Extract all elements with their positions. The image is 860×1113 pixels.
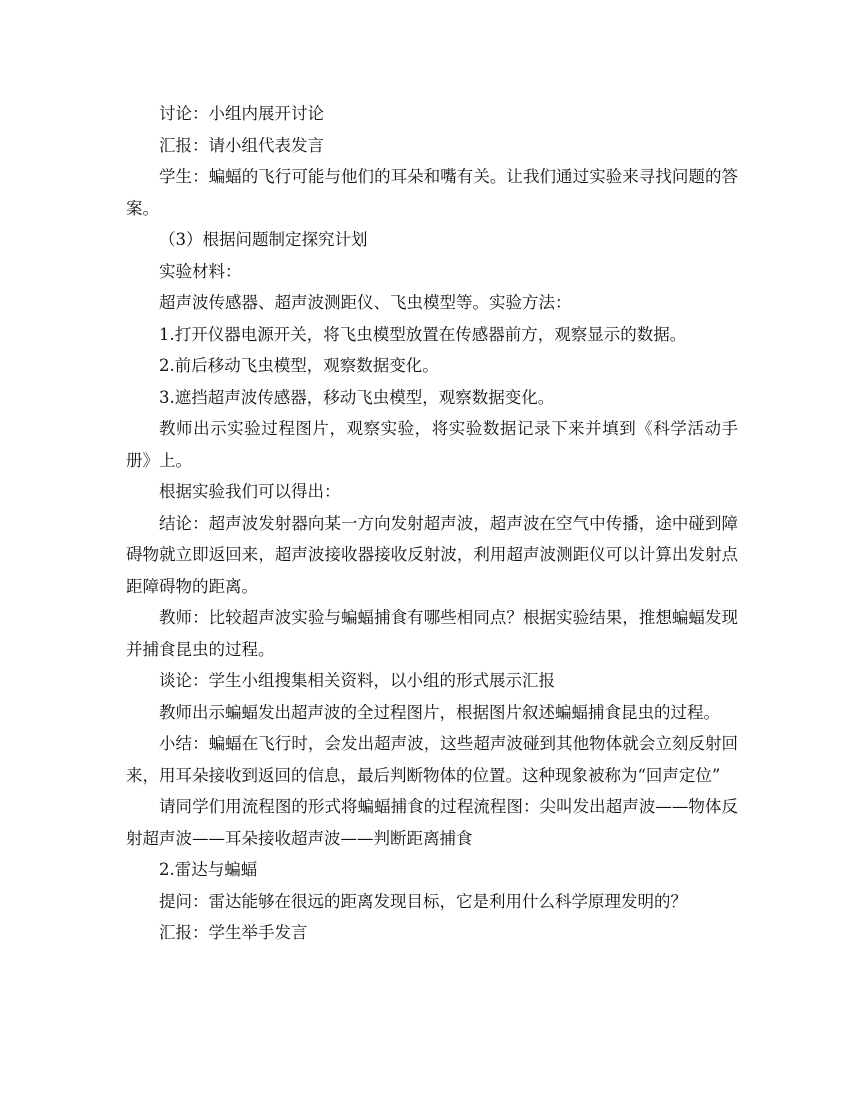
paragraph-discussion: 讨论：小组内展开讨论 [159,104,324,123]
paragraph-method-1: 1.打开仪器电源开关，将飞虫模型放置在传感器前方，观察显示的数据。 [159,324,687,344]
document-body [126,98,738,949]
paragraph-conclusion: 结论：超声波发射器向某一方向发射超声波，超声波在空气中传播，途中碰到障碍物就立即返回来，超声波接收器接收反射波，利用超声波测距仪可以计算出发射点距障碍物的距离。 [126,513,738,596]
paragraph-section-radar-bat: 2.雷达与蝙蝠 [159,860,258,879]
paragraph-teacher-shows-pictures: 教师出示实验过程图片，观察实验，将实验数据记录下来并填到《科学活动手册》上。 [126,419,738,470]
paragraph-materials-heading: 实验材料： [159,261,242,281]
paragraph-report: 汇报：请小组代表发言 [159,135,324,155]
paragraph-student-hypothesis: 学生：蝙蝠的飞行可能与他们的耳朵和嘴有关。让我们通过实验来寻找问题的答案。 [126,167,738,218]
paragraph-report-students: 汇报：学生举手发言 [159,923,308,942]
paragraph-experiment-result-intro: 根据实验我们可以得出： [159,482,341,501]
paragraph-step-3-heading: （3）根据问题制定探究计划 [159,230,368,249]
paragraph-method-3: 3.遮挡超声波传感器，移动飞虫模型，观察数据变化。 [159,387,555,407]
paragraph-discussion-groups: 谈论：学生小组搜集相关资料，以小组的形式展示汇报 [159,671,555,690]
paragraph-teacher-bat-process: 教师出示蝙蝠发出超声波的全过程图片，根据图片叙述蝙蝠捕食昆虫的过程。 [159,702,720,722]
paragraph-summary: 小结：蝙蝠在飞行时，会发出超声波，这些超声波碰到其他物体就会立刻反射回来，用耳朵接收到返回的信息，最后判断物体的位置。这种现象被称为“回声定位” [126,734,738,785]
paragraph-method-2: 2.前后移动飞虫模型，观察数据变化。 [159,356,439,375]
paragraph-teacher-compare: 教师：比较超声波实验与蝙蝠捕食有哪些相同点？根据实验结果，推想蝙蝠发现并捕食昆虫的过程。 [126,608,738,659]
paragraph-flowchart: 请同学们用流程图的形式将蝙蝠捕食的过程流程图：尖叫发出超声波——物体反射超声波——耳朵接收超声波——判断距离捕食 [126,797,738,848]
paragraph-materials-list: 超声波传感器、超声波测距仪、飞虫模型等。实验方法： [159,293,572,312]
paragraph-question-radar: 提问：雷达能够在很远的距离发现目标，它是利用什么科学原理发明的？ [159,891,687,911]
